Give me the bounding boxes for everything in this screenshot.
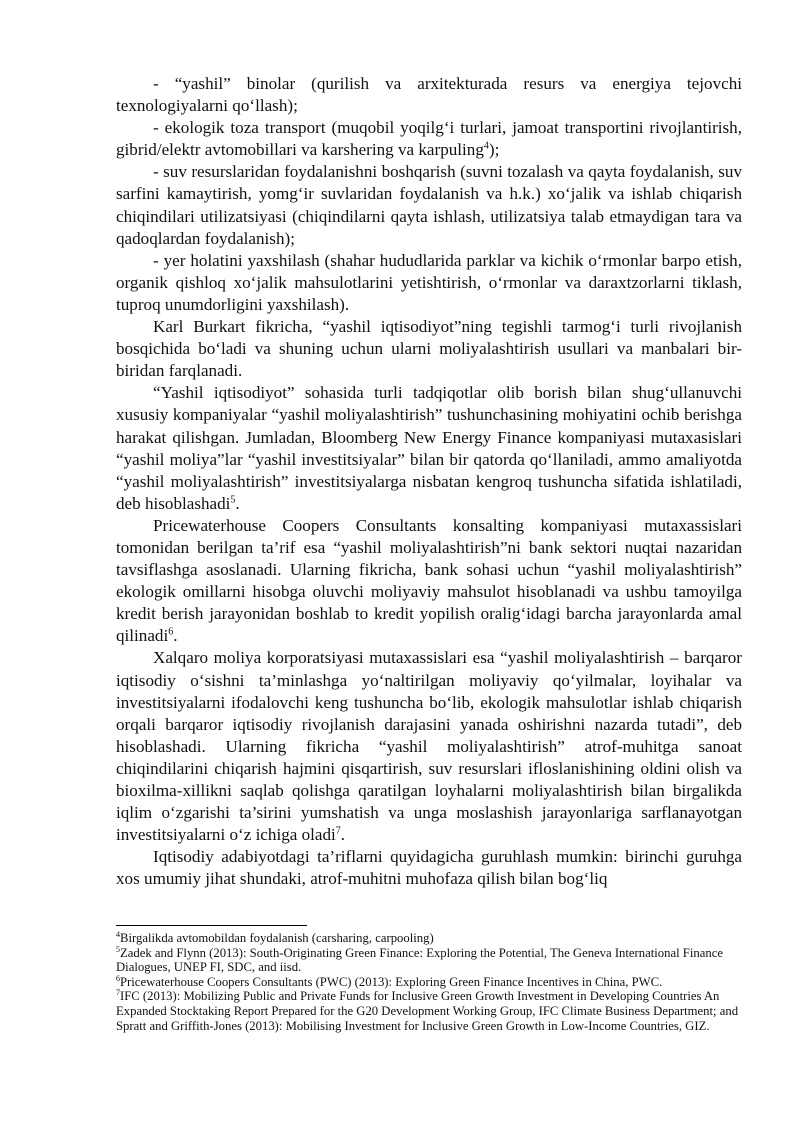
paragraph-private-companies: “Yashil iqtisodiyot” sohasida turli tadqiqotlar olib borish bilan shug‘ullanuvchi xususiy kompaniyalar “yashil moliyalashtirish” tushunchasining mohiyatini ochib berishga harakat qilishgan. Jumladan, Bloomberg New Energy Finance kompaniyasi mutaxasislari “yashil moliya”lar “yashil investitsiyalar” bilan bir qatorda qo‘llaniladi, ammo amaliyotda “yashil moliyalashtirish” investitsiyalarga nisbatan kengroq tushuncha sifatida ishlatiladi, deb hisoblashadi$^5$. bbox=[116, 383, 742, 513]
paragraph-burkart: Karl Burkart fikricha, “yashil iqtisodiyot”ning tegishli tarmog‘i turli rivojlanish bosqichida bo‘ladi va shuning uchun ularni moliyalashtirish usullari va manbalari bir-biridan farqlanadi. bbox=[116, 317, 742, 381]
footnote-ref: 4 bbox=[483, 140, 489, 152]
body-text bbox=[116, 73, 742, 890]
footnote-mark: 5 bbox=[116, 944, 120, 954]
paragraph-pwc: Pricewaterhouse Coopers Consultants konsalting kompaniyasi mutaxassislari tomonidan berilgan ta’rif esa “yashil moliyalashtirish”ni bank sektori nuqtai nazaridan tavsiflashga asoslanadi. Ularning fikricha, bank sohasi uchun “yashil moliyalashtirish” ekologik omillarni hisobga oluvchi moliyaviy mahsulot hisoblanadi va ushbu tamoyilga kredit berish jarayonidan boshlab to kredit yopilish oralig‘idagi barcha jarayonlarda amal qilinadi$^6$. bbox=[116, 515, 742, 646]
footnote-mark: 7 bbox=[116, 988, 120, 998]
paragraph-green-buildings: - “yashil” binolar (qurilish va arxitekturada resurs va energiya tejovchi texnologiyalarni qo‘llash); bbox=[116, 74, 742, 116]
paragraph-ifc: Xalqaro moliya korporatsiyasi mutaxassislari esa “yashil moliyalashtirish – barqaror iqtisodiy o‘sishni ta’minlashga yo‘naltirilgan moliyaviy qo‘yilmalar, loyihalar va investitsiyalarni ifodalovchi keng tushuncha bo‘lib, ekologik mahsulotlar ishlab chiqarish orqali barqaror iqtisodiy rivojlanish darajasini yanada oshirishni nazarda tutadi”, deb hisoblashadi. Ularning fikricha “yashil moliyalashtirish” atrof-muhitga sanoat chiqindilarini chiqarish hajmini qisqartirish, suv resurslari ifloslanishining oldini olish va bioxilma-xillikni saqlab qolishga qaratilgan loyhalarni moliyalashtirish bilan birgalikda iqlim o‘zgarishi ta’sirini yumshatish va unga moslashish jarayonlariga sarflanayotgan investitsiyalarni o‘z ichiga oladi$^7$. bbox=[116, 648, 742, 845]
footnote-mark: 6 bbox=[116, 973, 120, 983]
footnote-divider bbox=[116, 925, 307, 926]
footnote-ref: 7 bbox=[335, 825, 341, 837]
footnote-5: $^5$Zadek and Flynn (2013): South-Originating Green Finance: Exploring the Potential, The Geneva International Finance Dialogues, UNEP FI, SDC, and iisd. bbox=[116, 944, 723, 975]
footnote-6: $^6$Pricewaterhouse Coopers Consultants (PWC) (2013): Exploring Green Finance Incentives in China, PWC. bbox=[116, 973, 663, 989]
paragraph-grouping: Iqtisodiy adabiyotdagi ta’riflarni quyidagicha guruhlash mumkin: birinchi guruhga xos umumiy jihat shundaki, atrof-muhitni muhofaza qilish bilan bog‘liq bbox=[116, 847, 742, 889]
paragraph-clean-transport: - ekologik toza transport (muqobil yoqilg‘i turlari, jamoat transportini rivojlantirish, gibrid/elektr avtomobillari va karshering va karpuling$^4$); bbox=[116, 118, 742, 160]
paragraph-land-improvement: - yer holatini yaxshilash (shahar hududlarida parklar va kichik o‘rmonlar barpo etish, organik qishloq xo‘jalik mahsulotlarini yetishtirish, o‘rmonlar va daraxtzorlarni tiklash, tuproq unumdorligini yaxshilash). bbox=[116, 250, 742, 314]
paragraph-water-resources: - suv resurslaridan foydalanishni boshqarish (suvni tozalash va qayta foydalanish, suv sarfini kamaytirish, yomg‘ir suvlaridan foydalanish va h.k.) xo‘jalik va ishlab chiqarish chiqindilari utilizatsiyasi (chiqindilarni qayta ishlash, utilizatsiya talab etmaydigan tara va qadoqlardan foydalanish); bbox=[116, 162, 742, 248]
footnote-ref: 6 bbox=[168, 626, 174, 638]
footnote-7: $^7$IFC (2013): Mobilizing Public and Private Funds for Inclusive Green Growth Investment in Developing Countries An Expanded Stocktaking Report Prepared for the G20 Development Working Group, IFC Climate Business Department; and Spratt and Griffith-Jones (2013): Mobilising Investment for Inclusive Green Growth in Low-Income Countries, GIZ. bbox=[116, 988, 739, 1033]
footnote-4: $^4$Birgalikda avtomobildan foydalanish (carsharing, carpooling) bbox=[116, 929, 434, 945]
footnotes bbox=[116, 931, 742, 1033]
footnote-mark: 4 bbox=[116, 929, 120, 939]
footnote-ref: 5 bbox=[230, 494, 236, 506]
